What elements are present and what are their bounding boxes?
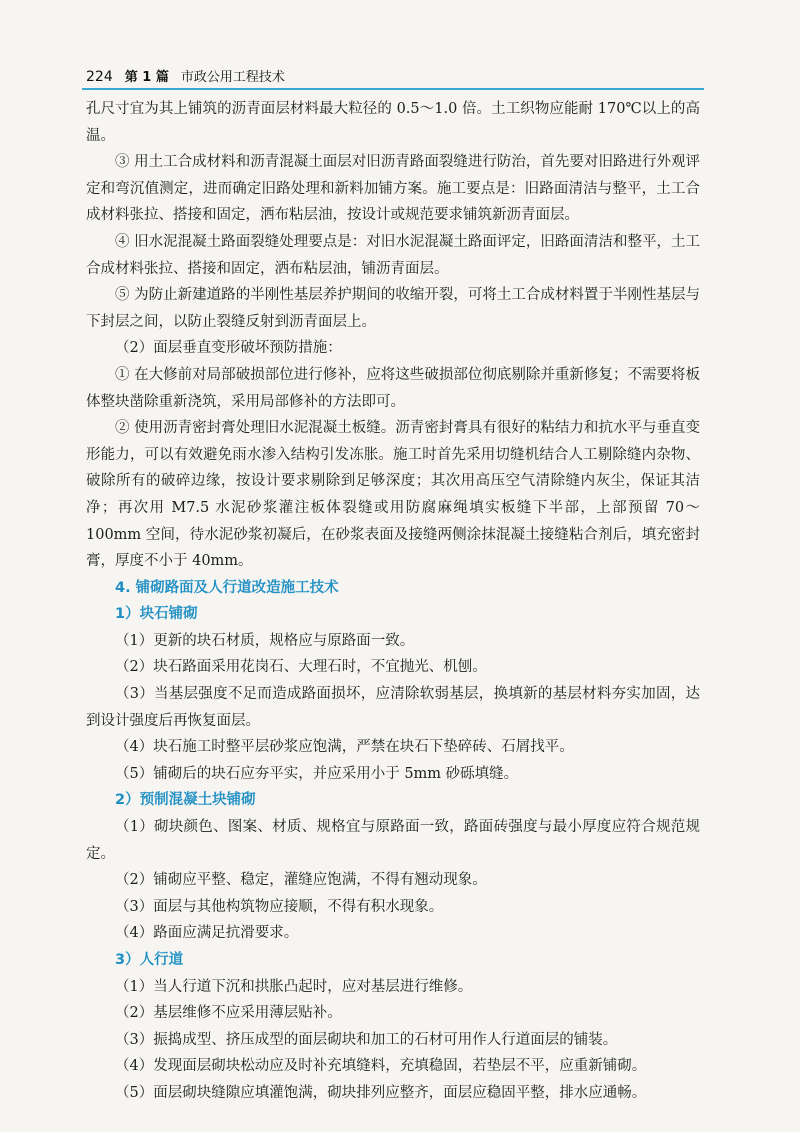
paragraph: （2）面层垂直变形破坏预防措施： xyxy=(115,340,342,357)
header-rule xyxy=(82,88,704,90)
list-item: （2）铺砌应平整、稳定，灌缝应饱满，不得有翘动现象。 xyxy=(115,872,487,889)
list-item: （3）面层与其他构筑物应接顺，不得有积水现象。 xyxy=(115,898,444,915)
section-title: 市政公用工程技术 xyxy=(180,70,285,85)
subsection-heading: 2）预制混凝土块铺砌 xyxy=(115,792,256,809)
list-item: （5）面层砌块缝隙应填灌饱满，砌块排列应整齐，面层应稳固平整，排水应通畅。 xyxy=(115,1084,647,1101)
paragraph: ② 使用沥青密封膏处理旧水泥混凝土板缝。沥青密封膏具有很好的粘结力和抗水平与垂直变形能力，可以有效避免雨水渗入结构引发冻胀。施工时首先采用切缝机结合人工剔除缝内杂物、破除所有的破碎边缘，按设计要求剔除到足够深度；其次用高压空气清除缝内灰尘，保证其洁净；再次用 M7.5 水泥砂浆灌注板体裂缝或用防腐麻绳填实板缝下半部，上部预留 70～100mm 空间，待水泥砂浆初凝后，在砂浆表面及接缝两侧涂抹混凝土接缝粘合剂后，填充密封膏，厚度不小于 40mm。 xyxy=(86,420,700,570)
subsection-heading: 3）人行道 xyxy=(115,952,184,968)
chapter-label: 第 1 篇 xyxy=(124,70,169,85)
list-item: （4）发现面层砌块松动应及时补充填缝料，充填稳固，若垫层不平，应重新铺砌。 xyxy=(115,1058,647,1075)
running-header xyxy=(86,66,704,85)
list-item: （5）铺砌后的块石应夯平实，并应采用小于 5mm 砂砾填缝。 xyxy=(115,765,519,782)
list-item: （1）砌块颜色、图案、材质、规格宜与原路面一致，路面砖强度与最小厚度应符合规范规定。 xyxy=(86,819,700,862)
list-item: （3）当基层强度不足而造成路面损坏，应清除软弱基层，换填新的基层材料夯实加固，达到设计强度后再恢复面层。 xyxy=(86,686,700,729)
paragraph: ④ 旧水泥混凝土路面裂缝处理要点是：对旧水泥混凝土路面评定，旧路面清洁和整平，土工合成材料张拉、搭接和固定，洒布粘层油，铺沥青面层。 xyxy=(86,233,700,277)
paragraph: ⑤ 为防止新建道路的半刚性基层养护期间的收缩开裂，可将土工合成材料置于半刚性基层与下封层之间，以防止裂缝反射到沥青面层上。 xyxy=(86,287,700,330)
list-item: （2）块石路面采用花岗石、大理石时，不宜抛光、机刨。 xyxy=(115,659,487,676)
paragraph: 孔尺寸宜为其上铺筑的沥青面层材料最大粒径的 0.5～1.0 倍。土工织物应能耐 170℃以上的高温。 xyxy=(86,101,700,144)
list-item: （4）路面应满足抗滑要求。 xyxy=(115,925,299,942)
body-text xyxy=(86,96,700,1107)
page-number: 224 xyxy=(86,69,113,85)
list-item: （1）更新的块石材质，规格应与原路面一致。 xyxy=(115,632,415,649)
list-item: （2）基层维修不应采用薄层贴补。 xyxy=(115,1005,342,1022)
subsection-heading: 1）块石铺砌 xyxy=(115,606,198,623)
list-item: （3）振捣成型、挤压成型的面层砌块和加工的石材可用作人行道面层的铺装。 xyxy=(115,1031,618,1048)
section-heading: 4. 铺砌路面及人行道改造施工技术 xyxy=(115,579,339,596)
paragraph: ① 在大修前对局部破损部位进行修补，应将这些破损部位彻底剔除并重新修复；不需要将板体整块凿除重新浇筑，采用局部修补的方法即可。 xyxy=(86,366,700,410)
list-item: （1）当人行道下沉和拱胀凸起时，应对基层进行维修。 xyxy=(115,978,473,995)
paragraph: ③ 用土工合成材料和沥青混凝土面层对旧沥青路面裂缝进行防治，首先要对旧路进行外观评定和弯沉值测定，进而确定旧路处理和新料加铺方案。施工要点是：旧路面清洁与整平，土工合成材料张拉、搭接和固定，洒布粘层油，按设计或规范要求铺筑新沥青面层。 xyxy=(86,154,700,224)
list-item: （4）块石施工时整平层砂浆应饱满，严禁在块石下垫碎砖、石屑找平。 xyxy=(115,739,574,756)
